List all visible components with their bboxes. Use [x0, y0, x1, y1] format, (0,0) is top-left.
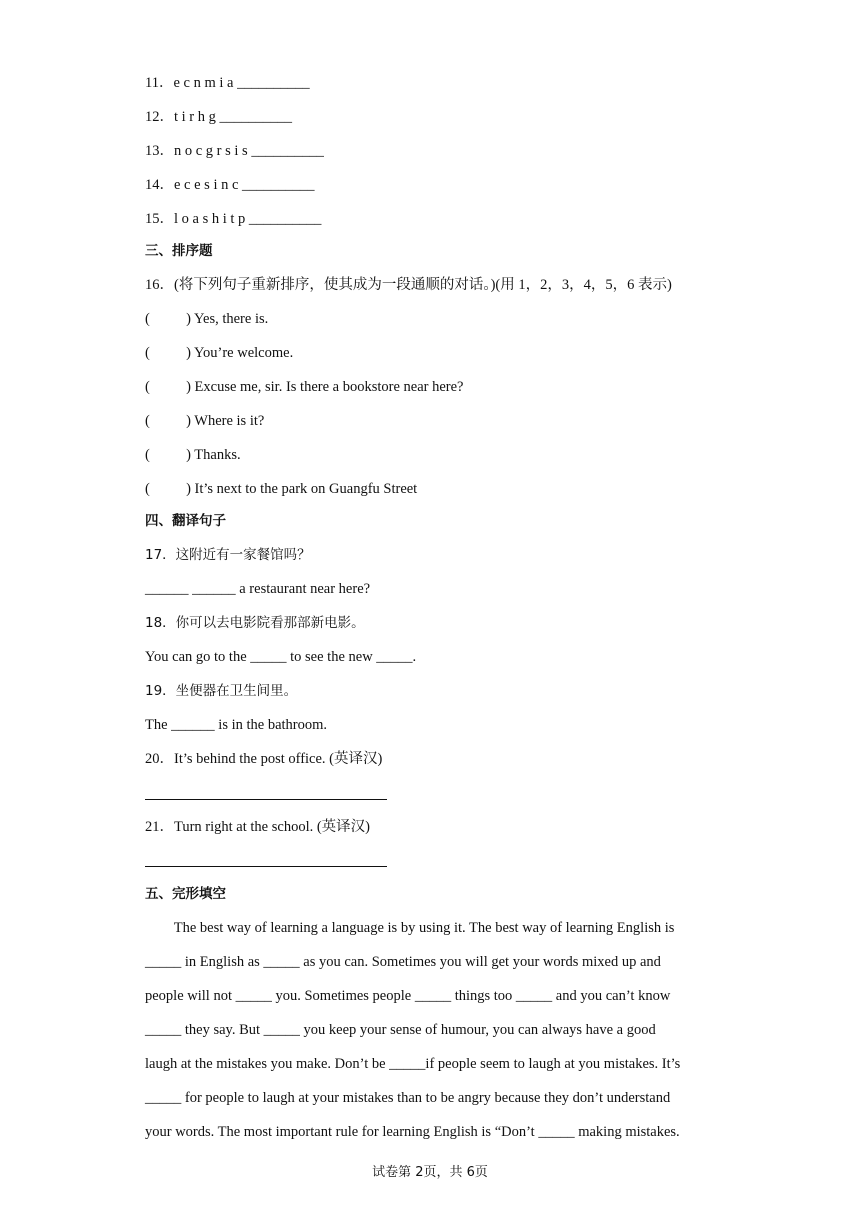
- answer-line-20: [145, 799, 387, 800]
- question-17: 17．这附近有一家餐馆吗？: [145, 547, 311, 563]
- question-13: 13．n o c g r s i s __________: [145, 143, 324, 159]
- question-14: 14．e c e s i n c __________: [145, 177, 315, 193]
- cloze-line-5: laugh at the mistakes you make. Don’t be _____if people seem to laugh at you mistakes. It’s: [145, 1056, 681, 1072]
- cloze-line-6: _____ for people to laugh at your mistakes than to be angry because they don’t understand: [145, 1090, 671, 1106]
- question-19: 19．坐便器在卫生间里。: [145, 683, 298, 699]
- cloze-line-2: _____ in English as _____ as you can. Sometimes you will get your words mixed up and: [145, 954, 661, 970]
- page-footer: 试卷第 2页，共 6页: [372, 1165, 488, 1180]
- section-3-heading: 三、排序题: [145, 243, 213, 259]
- ordering-item-5: ( ) Thanks.: [145, 447, 241, 463]
- question-20: 20．It’s behind the post office. (英译汉): [145, 751, 383, 767]
- cloze-line-7: your words. The most important rule for learning English is “Don’t _____ making mistakes.: [145, 1124, 680, 1140]
- question-17-answer: ______ ______ a restaurant near here?: [145, 581, 371, 597]
- question-18-answer: You can go to the _____ to see the new _____.: [145, 649, 417, 665]
- question-16: 16．(将下列句子重新排序，使其成为一段通顺的对话。)(用 1，2，3，4，5，6 表示): [145, 277, 672, 293]
- ordering-item-3: ( ) Excuse me, sir. Is there a bookstore near here?: [145, 379, 464, 395]
- answer-line-21: [145, 866, 387, 867]
- section-5-heading: 五、完形填空: [145, 886, 226, 902]
- ordering-item-4: ( ) Where is it?: [145, 413, 265, 429]
- cloze-line-1: The best way of learning a language is by using it. The best way of learning English is: [145, 920, 675, 936]
- question-19-answer: The ______ is in the bathroom.: [145, 717, 328, 733]
- question-21: 21．Turn right at the school. (英译汉): [145, 819, 371, 835]
- ordering-item-1: ( ) Yes, there is.: [145, 311, 269, 327]
- cloze-line-4: _____ they say. But _____ you keep your sense of humour, you can always have a good: [145, 1022, 656, 1038]
- question-12: 12．t i r h g __________: [145, 109, 293, 125]
- question-15: 15．l o a s h i t p __________: [145, 211, 322, 227]
- ordering-item-6: ( ) It’s next to the park on Guangfu Street: [145, 481, 418, 497]
- cloze-line-3: people will not _____ you. Sometimes people _____ things too _____ and you can’t know: [145, 988, 671, 1004]
- section-4-heading: 四、翻译句子: [145, 513, 226, 529]
- ordering-item-2: ( ) You’re welcome.: [145, 345, 294, 361]
- question-18: 18．你可以去电影院看那部新电影。: [145, 615, 365, 631]
- question-11: 11．e c n m i a __________: [145, 75, 310, 91]
